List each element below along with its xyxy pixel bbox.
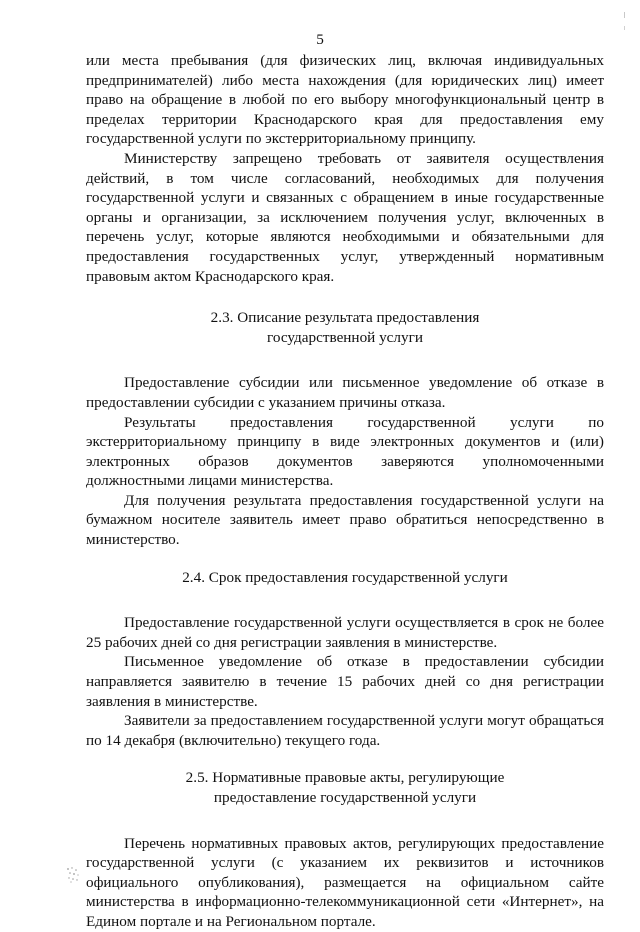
paragraph-ministry-prohibition: Министерству запрещено требовать от заявителя осуществления действий, в том числе согласований, необходимых для получения государственной услуги и связанных с обращением в иные государственные органы и организации, за исключением получения услуг, включенных в перечень услуг, которые являются необходимыми и обязательными для предоставления государственных услуг, утвержденный нормативным правовым актом Краснодарского края. [86,149,604,285]
section-2-3-paragraph: Для получения результата предоставления государственной услуги на бумажном носителе заявитель имеет право обратиться непосредственно в министерство. [86,491,604,549]
section-2-4 [86,568,604,751]
document-body [86,51,604,932]
section-2-5-paragraph: Перечень нормативных правовых актов, регулирующих предоставление государственной услуги (с указанием их реквизитов и источников официального опубликования), размещается на официальном сайте министерства в информационно-телекоммуникационной сети «Интернет», на Едином портале и на Региональном портале. [86,834,604,930]
page-number: 5 [316,31,324,48]
paragraph-continued: или места пребывания (для физических лиц, включая индивидуальных предпринимателей) либо места нахождения (для юридических лиц) имеет право на обращение в любой по его выбору многофункциональный центр в пределах территории Краснодарского края для предоставления ему государственной услуги по экстерриториальному принципу. [86,52,604,148]
scan-artifact-icon [66,866,80,884]
section-2-3 [86,308,604,550]
section-2-5-heading-line2: предоставление государственной услуги [213,789,477,806]
section-2-4-paragraph: Письменное уведомление об отказе в предоставлении субсидии направляется заявителю в течение 15 рабочих дней со дня регистрации заявления в министерстве. [86,653,604,710]
section-2-3-paragraph: Предоставление субсидии или письменное уведомление об отказе в предоставлении субсидии с указанием причины отказа. [86,374,604,411]
section-2-4-heading: 2.4. Срок предоставления государственной услуги [182,568,508,586]
section-2-4-paragraph: Заявители за предоставлением государственной услуги могут обращаться по 14 декабря (включительно) текущего года. [86,712,604,749]
section-2-3-paragraph: Результаты предоставления государственной услуги по экстерриториальному принципу в виде электронных документов и (или) электронных образов документов заверяются уполномоченными должностными лицами министерства. [86,413,604,490]
section-2-5-heading-line1: 2.5. Нормативные правовые акты, регулирующие [185,769,505,787]
section-2-5 [86,768,604,931]
scan-edge-mark-icon [624,12,626,52]
section-2-4-paragraph: Предоставление государственной услуги осуществляется в срок не более 25 рабочих дней со дня регистрации заявления в министерстве. [86,614,604,651]
section-2-3-heading-line1: 2.3. Описание результата предоставления [210,309,480,327]
section-2-3-heading-line2: государственной услуги [267,328,423,346]
